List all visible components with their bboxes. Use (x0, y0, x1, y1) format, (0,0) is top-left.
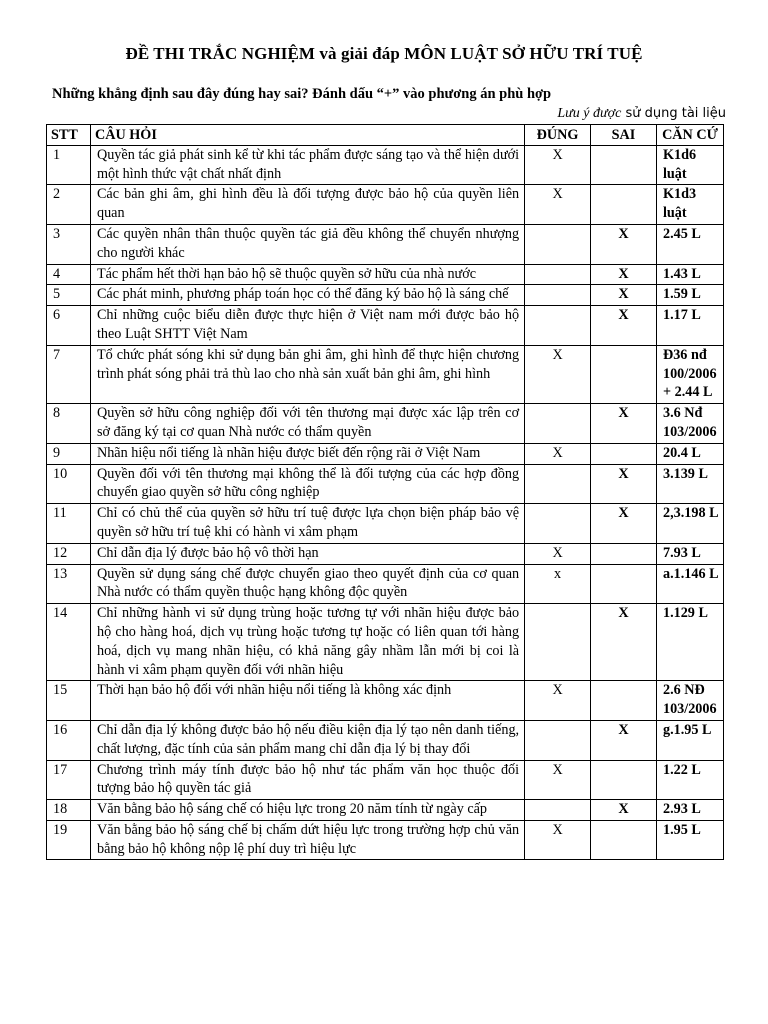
question-cell: Chương trình máy tính được bảo hộ như tác phẩm văn học thuộc đối tượng bảo hộ quyền tác giả (90, 760, 524, 800)
legal-basis: Đ36 nđ 100/2006 + 2.44 L (656, 345, 723, 403)
false-mark: X (591, 224, 657, 264)
question-cell: Chỉ có chủ thể của quyền sở hữu trí tuệ được lựa chọn biện pháp bảo vệ quyền sở hữu trí tuệ khi có hành vi xâm phạm (90, 504, 524, 544)
true-mark: X (525, 443, 591, 464)
question-cell: Văn bằng bảo hộ sáng chế bị chấm dứt hiệu lực trong trường hợp chủ văn bằng bảo hộ không nộp lệ phí duy trì hiệu lực (90, 820, 524, 860)
question-cell: Tổ chức phát sóng khi sử dụng bản ghi âm, ghi hình để thực hiện chương trình phát sóng phải trả thù lao cho nhà sản xuất bản ghi âm, ghi hình (90, 345, 524, 403)
true-mark: X (525, 345, 591, 403)
table-row (47, 800, 724, 821)
question-cell: Chỉ dẫn địa lý được bảo hộ vô thời hạn (90, 543, 524, 564)
question-cell: Các phát minh, phương pháp toán học có thể đăng ký bảo hộ là sáng chế (90, 285, 524, 306)
false-mark (591, 345, 657, 403)
row-number: 16 (47, 720, 91, 760)
true-mark: X (525, 145, 591, 185)
false-mark: X (591, 264, 657, 285)
legal-basis: a.1.146 L (656, 564, 723, 604)
legal-basis: 20.4 L (656, 443, 723, 464)
row-number: 7 (47, 345, 91, 403)
false-mark (591, 681, 657, 721)
false-mark: X (591, 285, 657, 306)
true-mark (525, 800, 591, 821)
false-mark: X (591, 464, 657, 504)
question-cell: Chỉ dẫn địa lý không được bảo hộ nếu điều kiện địa lý tạo nên danh tiếng, chất lượng, đặc tính của sản phẩm mang chỉ dẫn địa lý bị thay đổi (90, 720, 524, 760)
legal-basis: 1.129 L (656, 604, 723, 681)
row-number: 17 (47, 760, 91, 800)
false-mark: X (591, 306, 657, 346)
false-mark: X (591, 720, 657, 760)
question-cell: Quyền sở hữu công nghiệp đối với tên thương mại được xác lập trên cơ sở đăng ký tại cơ quan Nhà nước có thẩm quyền (90, 404, 524, 444)
false-mark: X (591, 504, 657, 544)
false-mark: X (591, 604, 657, 681)
true-mark (525, 285, 591, 306)
table-row (47, 720, 724, 760)
question-cell: Thời hạn bảo hộ đối với nhãn hiệu nổi tiếng là không xác định (90, 681, 524, 721)
row-number: 19 (47, 820, 91, 860)
row-number: 10 (47, 464, 91, 504)
question-cell: Các quyền nhân thân thuộc quyền tác giả đều không thể chuyển nhượng cho người khác (90, 224, 524, 264)
table-row (47, 760, 724, 800)
true-mark (525, 720, 591, 760)
true-mark (525, 504, 591, 544)
row-number: 1 (47, 145, 91, 185)
table-header-row (47, 125, 724, 146)
table-row (47, 306, 724, 346)
table-row (47, 404, 724, 444)
false-mark (591, 820, 657, 860)
row-number: 15 (47, 681, 91, 721)
table-row (47, 285, 724, 306)
row-number: 3 (47, 224, 91, 264)
question-cell: Các bản ghi âm, ghi hình đều là đối tượng được bảo hộ của quyền liên quan (90, 185, 524, 225)
table-row (47, 145, 724, 185)
header-true: ĐÚNG (525, 125, 591, 146)
header-question: CÂU HỎI (90, 125, 524, 146)
false-mark (591, 185, 657, 225)
legal-basis: K1d3 luật (656, 185, 723, 225)
row-number: 9 (47, 443, 91, 464)
true-mark (525, 306, 591, 346)
legal-basis: 1.17 L (656, 306, 723, 346)
question-cell: Văn bằng bảo hộ sáng chế có hiệu lực trong 20 năm tính từ ngày cấp (90, 800, 524, 821)
true-mark: X (525, 543, 591, 564)
question-cell: Quyền tác giả phát sinh kể từ khi tác phẩm được sáng tạo và thể hiện dưới một hình thức vật chất nhất định (90, 145, 524, 185)
legal-basis: 2,3.198 L (656, 504, 723, 544)
row-number: 6 (47, 306, 91, 346)
header-basis: CĂN CỨ (656, 125, 723, 146)
quiz-table (46, 124, 724, 860)
legal-basis: 3.139 L (656, 464, 723, 504)
row-number: 18 (47, 800, 91, 821)
question-cell: Quyền sử dụng sáng chế được chuyển giao theo quyết định của cơ quan Nhà nước có thẩm quyền thuộc hạng không độc quyền (90, 564, 524, 604)
table-row (47, 345, 724, 403)
row-number: 13 (47, 564, 91, 604)
legal-basis: K1d6 luật (656, 145, 723, 185)
table-row (47, 464, 724, 504)
false-mark (591, 145, 657, 185)
false-mark (591, 443, 657, 464)
note-rest: sử dụng tài liệu (621, 106, 726, 121)
false-mark (591, 543, 657, 564)
row-number: 2 (47, 185, 91, 225)
table-row (47, 224, 724, 264)
question-cell: Chỉ những hành vi sử dụng trùng hoặc tương tự với nhãn hiệu được bảo hộ cho hàng hoá, dịch vụ trùng hoặc tương tự hoặc có liên quan tới hàng hoá, dịch vụ mang nhãn hiệu, có khả năng gây nhầm lẫn mới bị coi là hành vi xâm phạm quyền đối với nhãn hiệu (90, 604, 524, 681)
false-mark: X (591, 404, 657, 444)
row-number: 12 (47, 543, 91, 564)
table-row (47, 564, 724, 604)
table-row (47, 681, 724, 721)
question-cell: Chỉ những cuộc biểu diễn được thực hiện ở Việt nam mới được bảo hộ theo Luật SHTT Việt Nam (90, 306, 524, 346)
instructions: Những khẳng định sau đây đúng hay sai? Đánh dấu “+” vào phương án phù hợp (52, 86, 552, 102)
table-body (47, 145, 724, 860)
document-title: ĐỀ THI TRẮC NGHIỆM và giải đáp MÔN LUẬT SỞ HỮU TRÍ TUỆ (125, 44, 643, 63)
table-row (47, 504, 724, 544)
true-mark: X (525, 185, 591, 225)
true-mark (525, 404, 591, 444)
legal-basis: 1.22 L (656, 760, 723, 800)
true-mark (525, 224, 591, 264)
table-row (47, 543, 724, 564)
false-mark: X (591, 800, 657, 821)
true-mark: X (525, 820, 591, 860)
true-mark (525, 264, 591, 285)
true-mark: X (525, 760, 591, 800)
row-number: 14 (47, 604, 91, 681)
row-number: 4 (47, 264, 91, 285)
table-row (47, 604, 724, 681)
table-row (47, 264, 724, 285)
row-number: 11 (47, 504, 91, 544)
question-cell: Nhãn hiệu nổi tiếng là nhãn hiệu được biết đến rộng rãi ở Việt Nam (90, 443, 524, 464)
table-row (47, 443, 724, 464)
false-mark (591, 564, 657, 604)
true-mark: X (525, 681, 591, 721)
note (557, 106, 726, 122)
table-row (47, 820, 724, 860)
row-number: 5 (47, 285, 91, 306)
note-italic: Lưu ý được (557, 106, 622, 121)
legal-basis: 1.59 L (656, 285, 723, 306)
legal-basis: 3.6 Nđ 103/2006 (656, 404, 723, 444)
true-mark (525, 464, 591, 504)
legal-basis: 2.93 L (656, 800, 723, 821)
table-row (47, 185, 724, 225)
header-false: SAI (591, 125, 657, 146)
legal-basis: 2.6 NĐ 103/2006 (656, 681, 723, 721)
false-mark (591, 760, 657, 800)
question-cell: Tác phẩm hết thời hạn bảo hộ sẽ thuộc quyền sở hữu của nhà nước (90, 264, 524, 285)
question-cell: Quyền đối với tên thương mại không thể là đối tượng của các hợp đồng chuyển giao quyền sở hữu công nghiệp (90, 464, 524, 504)
row-number: 8 (47, 404, 91, 444)
legal-basis: g.1.95 L (656, 720, 723, 760)
legal-basis: 7.93 L (656, 543, 723, 564)
legal-basis: 1.43 L (656, 264, 723, 285)
true-mark (525, 604, 591, 681)
legal-basis: 2.45 L (656, 224, 723, 264)
legal-basis: 1.95 L (656, 820, 723, 860)
true-mark: x (525, 564, 591, 604)
header-stt: STT (47, 125, 91, 146)
